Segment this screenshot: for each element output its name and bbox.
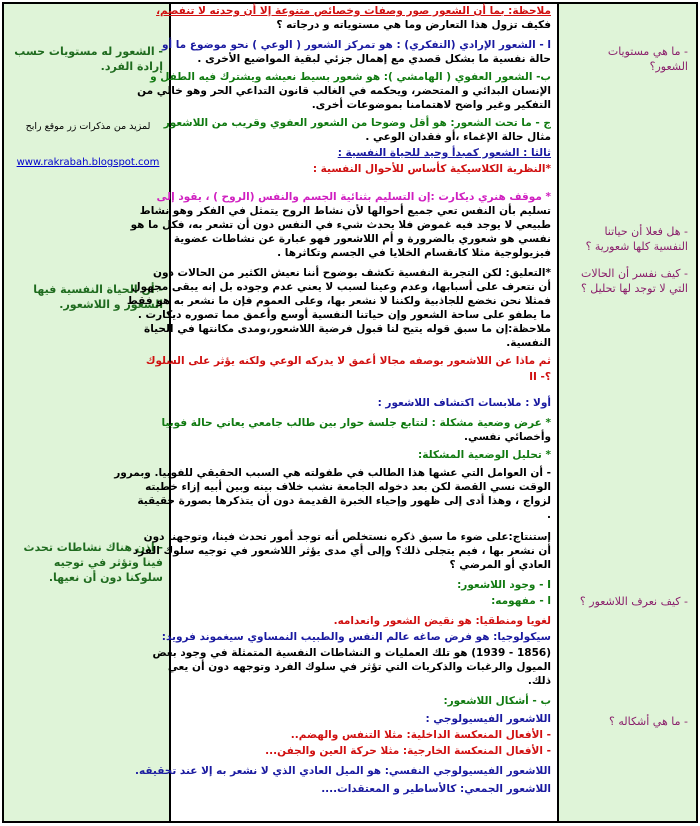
- text-line: نفسي هو شعوري بالضرورة و أم اللاشعور فهو عبارة عن نشاطات عضوية: [173, 233, 551, 245]
- text-line: حالة نفسية ما بشكل قصدي مع إهمال جزئي لبقية المواضيع الأخرى .: [197, 53, 551, 65]
- text-line: الميول والرغبات والذكريات التي تؤثر في سلوك الفرد وتوجهه دون أن يعي: [167, 661, 551, 673]
- section-heading: ب - أشكال اللاشعور:: [443, 695, 551, 707]
- text-line: أن نشعر بها ، فيم يتجلى ذلك؟ وإلى أي مدى يؤثر اللاشعور في توجيه سلوك الفرد: [132, 545, 551, 557]
- section-heading: I - وجود اللاشعور:: [457, 579, 551, 591]
- question-unexplained-states: - كيف نفسر أن الحالات التي لا توجد لها تحليل ؟: [580, 267, 688, 295]
- text-line: إستنتاج:على ضوء ما سبق ذكره نستخلص أنه توجد أمور تحدث فينا، وتوجهنا دون: [143, 531, 551, 543]
- text-line: ملاحظة: بما أن الشعور صور وصفات وخصائص متنوعة إلا أن وحدته لا تنفصم،: [156, 5, 551, 17]
- promo-text: لمزيد من مذكرات زر موقع رابح: [25, 121, 151, 132]
- text-line: *النظرية الكلاسيكية كأساس للأحوال النفسية :: [312, 163, 551, 175]
- text-line: مثال حالة الإغماء ،أو فقدان الوعي .: [365, 131, 551, 143]
- lesson-table: [2, 2, 698, 823]
- text-line: - أن العوامل التي عشها هذا الطالب في طفولته هي السبب الحقيقي للفوبيا. وبمرور: [114, 467, 551, 479]
- promo-link[interactable]: www.rakrabah.blogspot.com: [16, 157, 160, 168]
- text-line: ا - مفهومه:: [491, 595, 551, 607]
- question-forms: - ما هي أشكاله ؟: [609, 715, 688, 728]
- text-line: تسليم بأن النفس تعي جميع أحوالها لأن نشاط الروح يتمثل في الفكر وهو نشاط: [139, 205, 551, 217]
- question-levels: - ما هي مستويات الشعور؟: [607, 45, 688, 73]
- text-line: الإنسان البدائي و المتحضر، ويحكمه في الغالب قانون التداعي الحر وهو خالي من: [137, 85, 551, 97]
- text-line: - الأفعال المنعكسة الخارجية: مثلا حركة العين والجفن...: [265, 745, 551, 757]
- text-line: فكيف تزول هذا التعارض وما هي مستوياته و درجاته ؟: [276, 19, 551, 31]
- text-line: التفكير وغير واضح لاهتمامنا بموضوعات أخرى.: [311, 99, 551, 111]
- text-line: *التعليق: لكن التجربة النفسية تكشف بوضوح أننا نعيش الكثير من الحالات دون: [153, 267, 551, 279]
- text-line: لغويا ومنطقيا: هو نقيض الشعور وانعدامه.: [333, 615, 551, 627]
- text-line: * عرض وضعية مشكلة : لتتابع جلسة حوار بين طالب جامعي يعاني حالة فوبيا: [161, 417, 551, 429]
- conclusion-levels: - الشعور له مستويات حسب إرادة الفرد.: [14, 45, 163, 73]
- question-conscious-life: - هل فعلا أن حياتنا النفسية كلها شعورية ؟: [585, 225, 688, 253]
- content-column: [114, 4, 559, 821]
- text-line: .: [547, 509, 551, 521]
- text-line: أن نتعرف على أسبابها، وعدم وعينا لسبب لا يعني عدم وجوده بل إنه يبقى مجهول: [131, 281, 551, 293]
- text-line: * موقف هنري ديكارت :إن التسليم بثنائية الجسم والنفس (الروح ) ، يقود إلى: [156, 191, 551, 203]
- section-heading: ثالثا : الشعور كمبدأ وحيد للحياة النفسية :: [337, 147, 551, 159]
- text-line: الوقت نسي القصة لكن بعد دخوله الجامعة نشب خلاف بينه وبين أبيه إزاء خطبته: [145, 481, 551, 493]
- text-line: فيزيولوجية مثلا كانقسام الخلايا في الجسم وتكاثرها .: [277, 247, 551, 259]
- text-line: أولا : ملابسات اكتشاف اللاشعور :: [377, 397, 551, 409]
- text-line: ب- الشعور العفوي ( الهامشي ): هو شعور بسيط نعيشه ويشترك فيه الطفل و: [150, 71, 551, 83]
- text-line: - الأفعال المنعكسة الداخلية: مثلا التنفس والهضم..: [290, 729, 551, 741]
- text-line: ج - ما تحت الشعور: هو أقل وضوحا من الشعور العفوي وقريب من اللاشعور: [163, 117, 551, 129]
- text-line: وأخصائي نفسي.: [464, 431, 551, 443]
- text-line: * تحليل الوضعية المشكلة:: [418, 449, 551, 461]
- text-line: سيكولوجيا: هو فرض صاغه عالم النفس والطبيب النمساوي سيغموند فرويد:: [161, 631, 551, 643]
- text-line: العادي أو المرضي ؟: [449, 559, 551, 571]
- text-line: ا - الشعور الإرادي (التفكري) : هو تمركز الشعور ( الوعي ) نحو موضوع ما أو: [161, 39, 551, 51]
- text-line: ذلك.: [527, 675, 551, 687]
- text-line: ملاحظة:إن ما سبق قوله يتيح لنا قبول فرضية اللاشعور،ومدى مكانتها في الحياة: [144, 323, 551, 335]
- text-line: اللاشعور الجمعي: كالأساطير و المعتقدات....: [321, 783, 551, 795]
- section-heading: ثم ماذا عن اللاشعور بوصفه مجالا أعمق لا يدركه الوعي ولكنه يؤثر على السلوك: [145, 355, 551, 367]
- questions-column: [559, 4, 696, 821]
- text-line: لزواج ، وهذا أدى إلى ظهور وإحياء الخبرة القديمة دون أن يتذكرها بصورة حقيقية: [137, 495, 551, 507]
- text-line: (1856 - 1939) هو تلك العمليات و النشاطات النفسية المتمثلة في وجود بعض: [152, 647, 551, 659]
- text-line: اللاشعور الفيسيولوجي :: [425, 713, 551, 725]
- section-number: ؟- II: [529, 371, 551, 383]
- text-line: ما يطفو على ساحة الشعور وإن حياتنا النفسية أوسع وأعمق مما تصوره ديكارت .: [137, 309, 551, 321]
- conclusion-unconscious-activities: - إذن هناك نشاطات تحدث فينا وتؤثر في توجيه سلوكنا دون أن نعيها.: [23, 541, 163, 584]
- text-line: فمثلا نحن نخضع للجاذبية ولكننا لا نشعر بها، وعلى العموم فإن ما نشعر به هو فقط: [126, 295, 551, 307]
- text-line: طبيعي لا يوجد فيه غموض فلا يحدث شيء في النفس دون أن تشعر به، فكل ما هو: [130, 219, 551, 231]
- conclusions-column: [4, 4, 171, 821]
- conclusion-psychic-life: - أن الحياة النفسية فيها الشعور و اللاشعور.: [33, 283, 163, 311]
- text-line: النفسية.: [506, 337, 551, 349]
- question-define-unconscious: - كيف نعرف اللاشعور ؟: [579, 595, 688, 608]
- text-line: اللاشعور الفيسيولوجي النفسي: هو الميل العادي الذي لا نشعر به إلا عند تحقيقه.: [135, 765, 551, 777]
